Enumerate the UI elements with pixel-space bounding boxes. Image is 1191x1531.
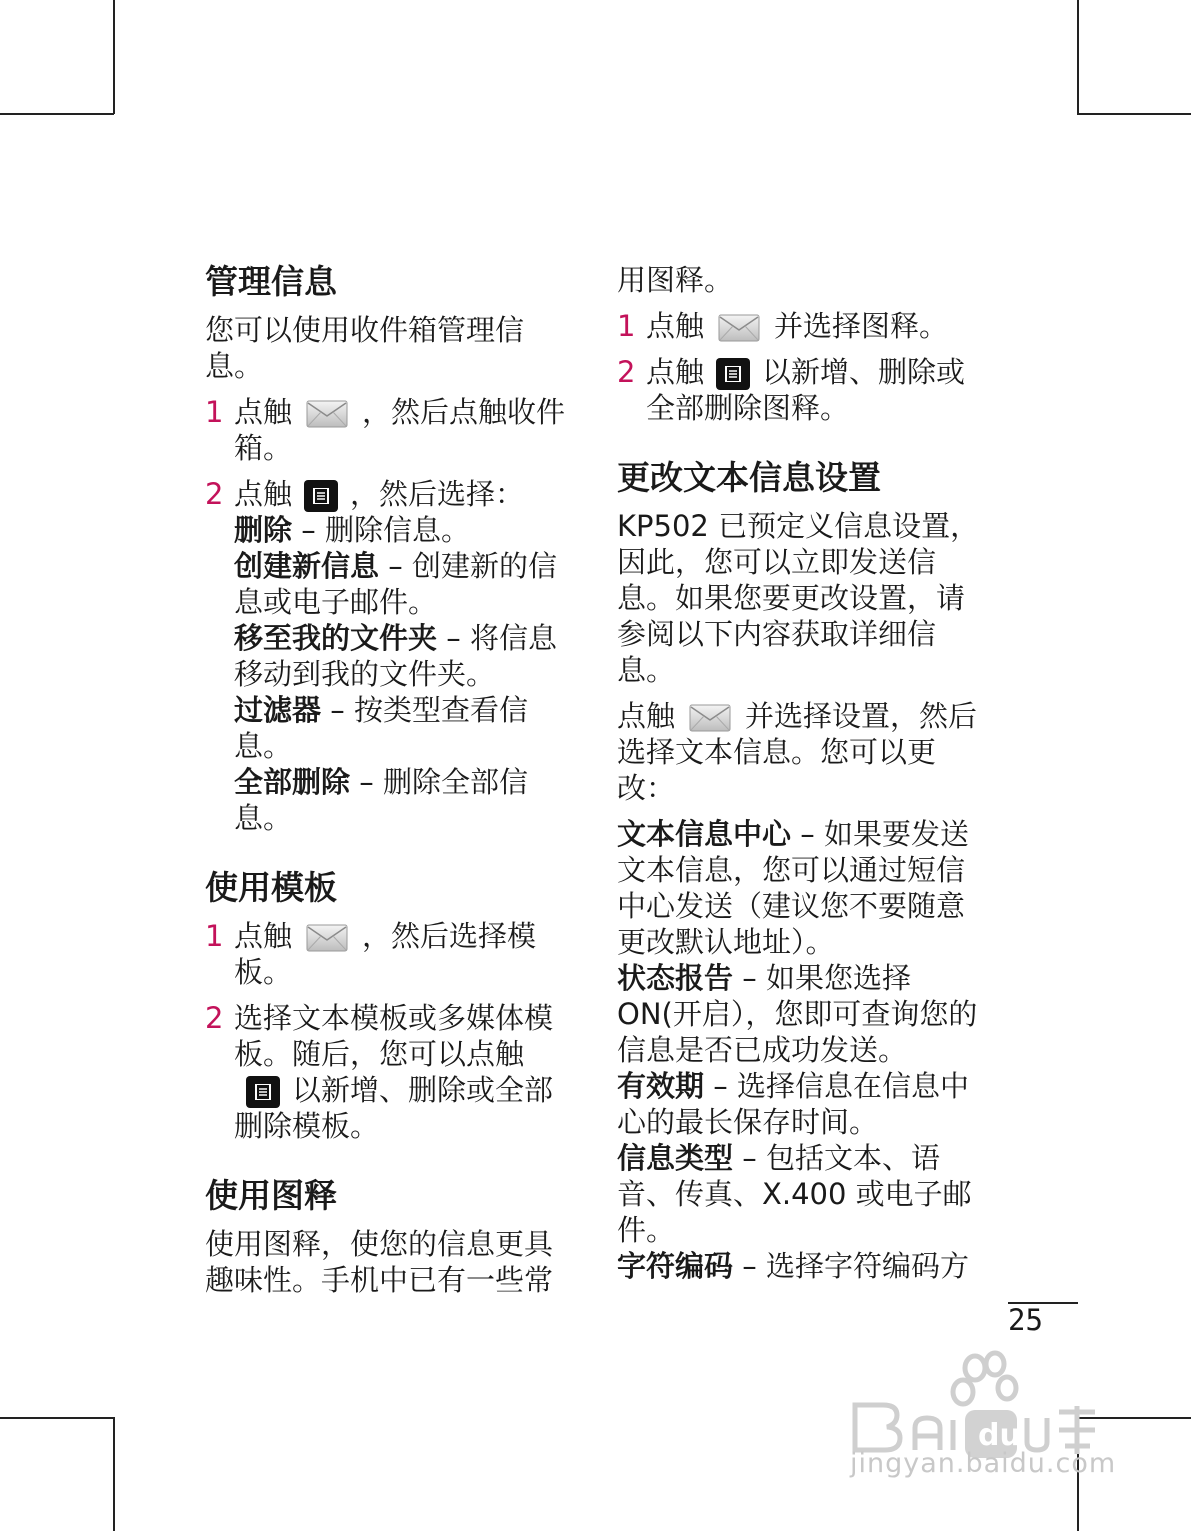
option-term: 全部删除	[234, 765, 351, 799]
setting-term: 有效期	[617, 1069, 705, 1103]
envelope-icon	[306, 400, 348, 428]
option-desc: – 删除信息。	[292, 513, 470, 547]
crop-mark-top-left-v	[113, 0, 115, 114]
step-text: 点触	[646, 355, 705, 389]
emoticons-intro-continued: 用图释。	[617, 263, 734, 297]
setting-desc: – 如果要发送文本信息，您可以通过短信中心发送（建议您不要随意更改默认地址）。	[617, 817, 969, 959]
setting-term: 信息类型	[617, 1141, 734, 1175]
envelope-icon	[306, 924, 348, 952]
option-desc: – 创建新的信息或电子邮件。	[234, 549, 557, 619]
setting-term: 文本信息中心	[617, 817, 792, 851]
option-term: 删除	[234, 513, 293, 547]
step-text-after: ，然后选择模板。	[234, 919, 537, 989]
step-text-after: 并选择图释。	[774, 309, 949, 343]
emoticon-step-1	[617, 308, 987, 344]
step-text: 点触	[646, 309, 705, 343]
step-text: 点触	[234, 477, 293, 511]
setting-desc: – 包括文本、语音、传真、X.400 或电子邮件。	[617, 1141, 972, 1247]
option-filter	[234, 692, 570, 764]
templates-heading: 使用模板	[205, 868, 337, 907]
instructions-text-after: 并选择设置，然后选择文本信息。您可以更改：	[617, 699, 978, 805]
crop-mark-bottom-left-v	[113, 1417, 115, 1531]
step-number: 1	[205, 919, 224, 953]
option-term: 创建新信息	[234, 549, 380, 583]
manage-step-2	[205, 476, 570, 836]
setting-message-centre	[617, 816, 987, 960]
step-text-after: 以新增、删除或全部删除图释。	[646, 355, 966, 425]
text-settings-instructions	[617, 698, 987, 806]
instructions-text: 点触	[617, 699, 676, 733]
emoticons-intro: 使用图释，使您的信息更具趣味性。手机中已有一些常	[205, 1227, 554, 1297]
emoticons-heading: 使用图释	[205, 1176, 337, 1215]
option-delete	[234, 512, 570, 548]
text-settings-intro: KP502 已预定义信息设置，因此，您可以立即发送信息。如果您要更改设置，请参阅以下内容获取详细信息。	[617, 509, 980, 687]
template-step-1	[205, 918, 570, 990]
step-number: 1	[617, 309, 636, 343]
option-create-new	[234, 548, 570, 620]
step-number: 1	[205, 395, 224, 429]
left-column	[205, 262, 570, 1308]
option-term: 移至我的文件夹	[234, 621, 438, 655]
setting-validity-period	[617, 1068, 987, 1140]
setting-desc: – 如果您选择ON(开启），您即可查询您的信息是否已成功发送。	[617, 961, 978, 1067]
crop-mark-top-left-h	[0, 113, 114, 115]
manage-step-1	[205, 394, 570, 466]
option-desc: – 按类型查看信息。	[234, 693, 528, 763]
menu-icon	[716, 358, 750, 390]
step-text: 选择文本模板或多媒体模板。随后，您可以点触	[234, 1001, 554, 1071]
menu-icon	[246, 1076, 280, 1108]
emoticon-step-2	[617, 354, 987, 426]
step-number: 2	[205, 477, 224, 511]
option-term: 过滤器	[234, 693, 322, 727]
step-text-after: ，然后点触收件箱。	[234, 395, 566, 465]
page-number: 25	[1008, 1303, 1043, 1337]
step-text-after: 以新增、删除或全部删除模板。	[234, 1073, 554, 1143]
manage-messages-heading: 管理信息	[205, 262, 337, 301]
setting-message-type	[617, 1140, 987, 1248]
setting-delivery-report	[617, 960, 987, 1068]
setting-desc: – 选择字符编码方	[733, 1249, 969, 1283]
watermark-url: jingyan.baidu.com	[850, 1448, 1117, 1479]
svg-text:du: du	[978, 1418, 1021, 1453]
envelope-icon	[718, 314, 760, 342]
text-settings-heading: 更改文本信息设置	[617, 458, 881, 497]
option-desc: – 将信息移动到我的文件夹。	[234, 621, 557, 691]
option-desc: – 删除全部信息。	[234, 765, 528, 835]
crop-mark-bottom-left-h	[0, 1417, 114, 1419]
manage-messages-intro: 您可以使用收件箱管理信息。	[205, 313, 525, 383]
crop-mark-top-right-h	[1077, 113, 1191, 115]
crop-mark-top-right-v	[1077, 0, 1079, 114]
step-text: 点触	[234, 919, 293, 953]
step-number: 2	[205, 1001, 224, 1035]
setting-term: 字符编码	[617, 1249, 734, 1283]
option-delete-all	[234, 764, 570, 836]
settings-list	[617, 816, 987, 1284]
setting-char-encoding	[617, 1248, 987, 1284]
right-column	[617, 262, 987, 1284]
step-text: 点触	[234, 395, 293, 429]
menu-icon	[304, 480, 338, 512]
setting-desc: – 选择信息在信息中心的最长保存时间。	[617, 1069, 969, 1139]
step-text-after: ，然后选择：	[350, 477, 525, 511]
option-move-to-folder	[234, 620, 570, 692]
setting-term: 状态报告	[617, 961, 734, 995]
envelope-icon	[689, 704, 731, 732]
template-step-2	[205, 1000, 570, 1144]
step-number: 2	[617, 355, 636, 389]
